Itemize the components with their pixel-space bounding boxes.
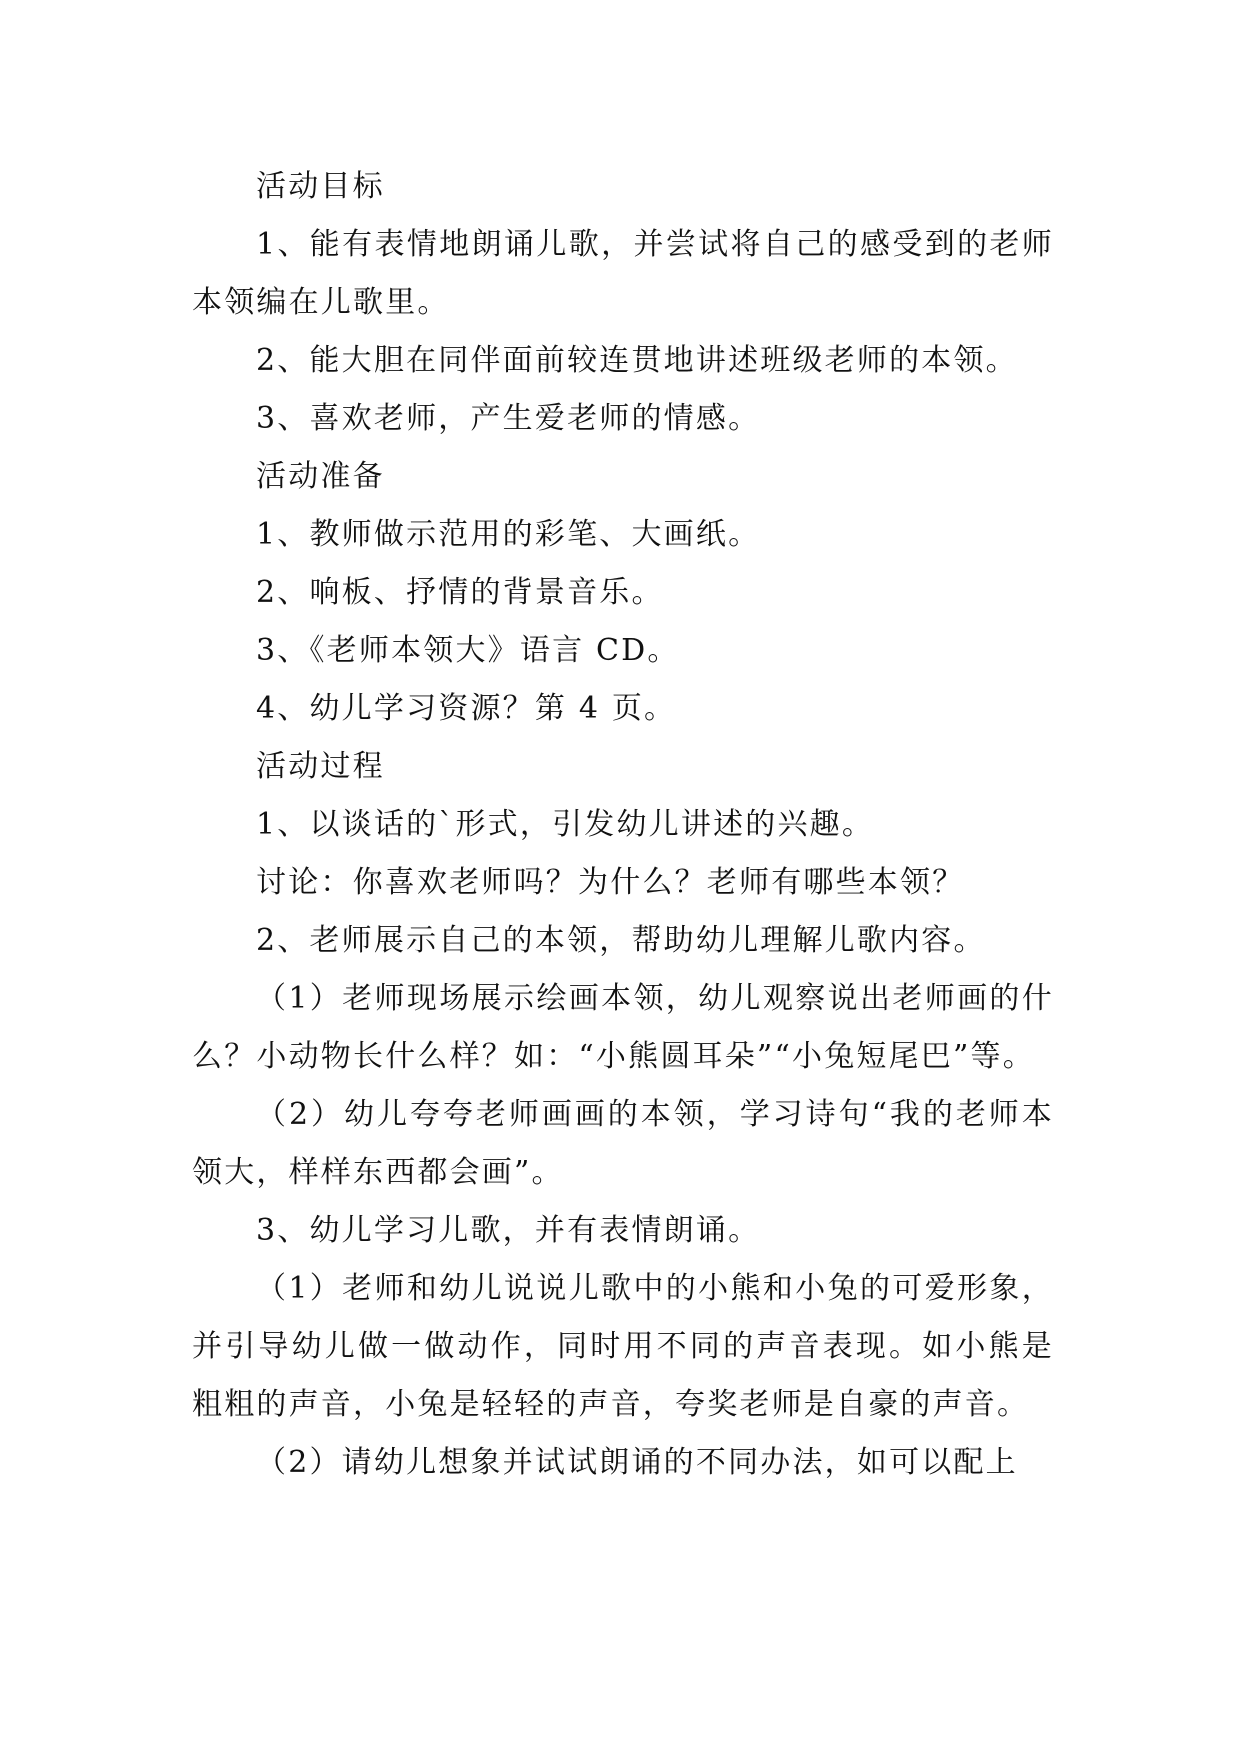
goal-item-3: 3、喜欢老师，产生爱老师的情感。 — [256, 401, 761, 436]
process-step-2: 2、老师展示自己的本领，帮助幼儿理解儿歌内容。 — [256, 923, 986, 958]
process-step-3-sub-1: （1）老师和幼儿说说儿歌中的小熊和小兔的可爱形象，并引导幼儿做一做动作，同时用不同的声音表现。如小熊是粗粗的声音，小兔是轻轻的声音，夸奖老师是自豪的声音。 — [192, 1271, 1054, 1422]
process-step-2-sub-2: （2）幼儿夸夸老师画画的本领，学习诗句“我的老师本领大，样样东西都会画”。 — [192, 1097, 1054, 1190]
preparation-item-3: 3、《老师本领大》语言 CD。 — [256, 633, 680, 668]
preparation-item-4: 4、幼儿学习资源？第 4 页。 — [256, 691, 677, 726]
preparation-item-1: 1、教师做示范用的彩笔、大画纸。 — [256, 517, 761, 552]
section-heading-process: 活动过程 — [256, 749, 385, 784]
preparation-item-2: 2、响板、抒情的背景音乐。 — [256, 575, 664, 610]
goal-item-2: 2、能大胆在同伴面前较连贯地讲述班级老师的本领。 — [256, 343, 1018, 378]
section-heading-goals: 活动目标 — [256, 169, 385, 204]
goal-item-1: 1、能有表情地朗诵儿歌，并尝试将自己的感受到的老师本领编在儿歌里。 — [192, 227, 1054, 320]
process-step-3-sub-2: （2）请幼儿想象并试试朗诵的不同办法，如可以配上 — [256, 1445, 1018, 1480]
process-step-1: 1、以谈话的`形式，引发幼儿讲述的兴趣。 — [256, 807, 875, 842]
section-heading-preparation: 活动准备 — [256, 459, 385, 494]
process-step-2-sub-1: （1）老师现场展示绘画本领，幼儿观察说出老师画的什么？小动物长什么样？如：“小熊圆耳朵”“小兔短尾巴”等。 — [192, 981, 1054, 1074]
process-discussion: 讨论：你喜欢老师吗？为什么？老师有哪些本领？ — [256, 865, 965, 900]
process-step-3: 3、幼儿学习儿歌，并有表情朗诵。 — [256, 1213, 761, 1248]
document-body — [192, 158, 1054, 1492]
